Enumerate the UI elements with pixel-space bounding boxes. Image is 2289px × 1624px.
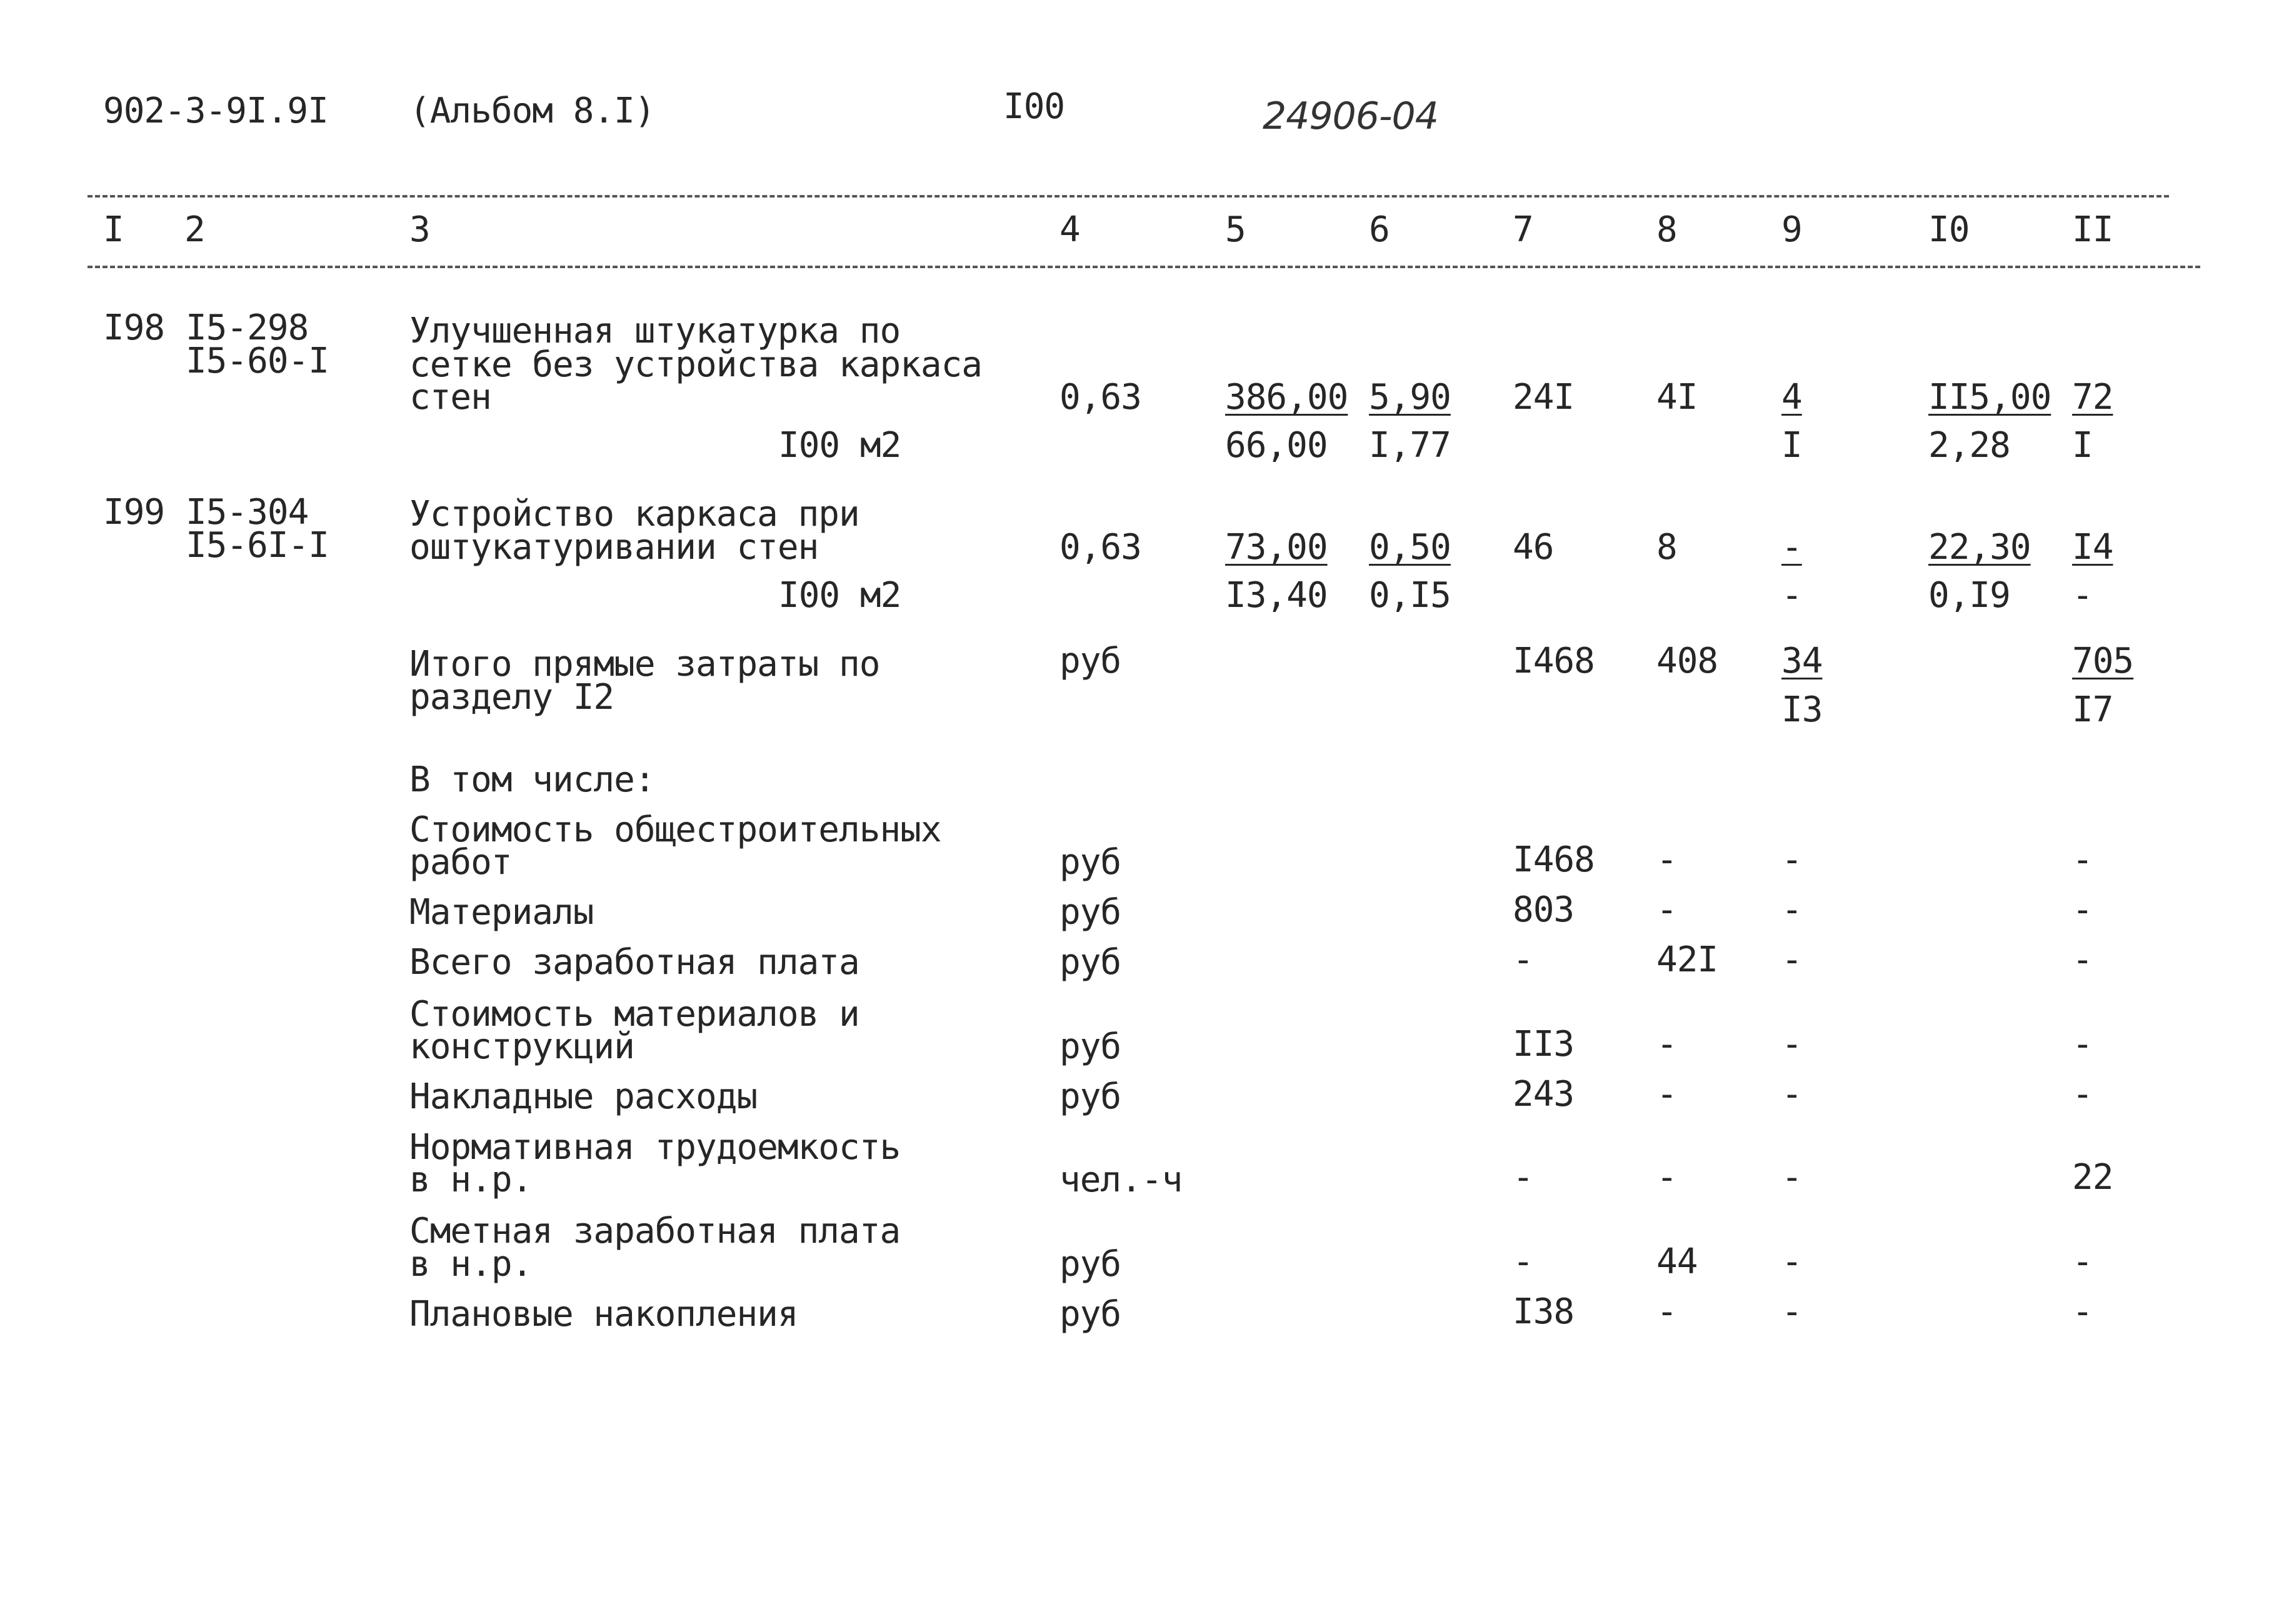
labor-total: 705 bbox=[2072, 641, 2134, 681]
breakdown-description-line: работ bbox=[409, 842, 512, 883]
breakdown-machines: - bbox=[1781, 1157, 1802, 1198]
column-header-7: 7 bbox=[1513, 209, 1533, 250]
item-number: I98 bbox=[103, 308, 165, 348]
unit-cost-wages: 66,00 bbox=[1225, 425, 1328, 466]
breakdown-unit: руб bbox=[1059, 1026, 1121, 1067]
breakdown-cost: 803 bbox=[1513, 890, 1575, 930]
breakdown-cost: 243 bbox=[1513, 1074, 1575, 1115]
breakdown-labor: - bbox=[2072, 940, 2093, 980]
breakdown-wages: - bbox=[1656, 890, 1677, 930]
breakdown-wages: - bbox=[1656, 1291, 1677, 1332]
breakdown-description-line: Всего заработная плата bbox=[409, 942, 859, 983]
breakdown-machines: - bbox=[1781, 1291, 1802, 1332]
labor-machinists-total: I7 bbox=[2072, 689, 2113, 730]
column-header-2: 2 bbox=[184, 209, 205, 250]
breakdown-description-line: конструкций bbox=[409, 1026, 634, 1067]
breakdown-description-line: в н.р. bbox=[409, 1244, 533, 1285]
breakdown-description-line: Нормативная трудоемкость bbox=[409, 1127, 901, 1168]
unit-cost-total: 386,00 bbox=[1225, 377, 1348, 418]
breakdown-description-line: Стоимость материалов и bbox=[409, 994, 859, 1035]
item-code: I5-304 bbox=[186, 492, 309, 533]
breakdown-cost: I468 bbox=[1513, 840, 1595, 880]
header-top-divider bbox=[88, 195, 2169, 198]
total-unit: руб bbox=[1059, 641, 1121, 681]
breakdown-unit: руб bbox=[1059, 1244, 1121, 1285]
breakdown-wages: - bbox=[1656, 840, 1677, 880]
item-description-line: сетке без устройства каркаса bbox=[409, 344, 983, 385]
total-machines: - bbox=[1781, 527, 1802, 568]
document-code: 902-3-9I.9I bbox=[103, 91, 328, 131]
breakdown-wages: 42I bbox=[1656, 940, 1718, 980]
item-description-line: Улучшенная штукатурка по bbox=[409, 311, 901, 351]
breakdown-labor: - bbox=[2072, 1241, 2093, 1282]
breakdown-description-line: Накладные расходы bbox=[409, 1076, 758, 1117]
column-header-10: I0 bbox=[1928, 209, 1970, 250]
total-wages: 408 bbox=[1656, 641, 1718, 681]
unit-cost-machine-wages: I,77 bbox=[1369, 425, 1451, 466]
breakdown-unit: руб bbox=[1059, 1294, 1121, 1335]
column-header-1: I bbox=[103, 209, 124, 250]
breakdown-description-line: Материалы bbox=[409, 892, 594, 933]
total-description-line: Итого прямые затраты по bbox=[409, 644, 880, 684]
handwritten-number: 24906-04 bbox=[1263, 94, 1438, 138]
labor-total: I4 bbox=[2072, 527, 2113, 568]
item-unit: I00 м2 bbox=[778, 425, 901, 466]
item-description-line: стен bbox=[409, 377, 491, 418]
breakdown-wages: - bbox=[1656, 1024, 1677, 1065]
item-description-line: Устройство каркаса при bbox=[409, 494, 859, 534]
total-cost: 24I bbox=[1513, 377, 1575, 418]
item-quantity: 0,63 bbox=[1059, 377, 1141, 418]
breakdown-unit: руб bbox=[1059, 842, 1121, 883]
labor-per-unit: II5,00 bbox=[1928, 377, 2051, 418]
breakdown-description-line: Стоимость общестроительных bbox=[409, 809, 941, 850]
album-label: (Альбом 8.I) bbox=[409, 91, 655, 131]
column-header-4: 4 bbox=[1059, 209, 1080, 250]
total-machines: 4 bbox=[1781, 377, 1802, 418]
breakdown-cost: - bbox=[1513, 940, 1533, 980]
item-unit: I00 м2 bbox=[778, 575, 901, 616]
unit-cost-machine-wages: 0,I5 bbox=[1369, 575, 1451, 616]
item-code: I5-298 bbox=[186, 308, 309, 348]
breakdown-machines: - bbox=[1781, 840, 1802, 880]
unit-cost-total: 73,00 bbox=[1225, 527, 1328, 568]
breakdown-description-line: в н.р. bbox=[409, 1160, 533, 1200]
breakdown-unit: руб bbox=[1059, 892, 1121, 933]
labor-machinists-total: I bbox=[2072, 425, 2093, 466]
breakdown-wages: 44 bbox=[1656, 1241, 1698, 1282]
breakdown-description-line: Сметная заработная плата bbox=[409, 1211, 901, 1251]
unit-cost-machines: 0,50 bbox=[1369, 527, 1451, 568]
item-quantity: 0,63 bbox=[1059, 527, 1141, 568]
unit-cost-wages: I3,40 bbox=[1225, 575, 1328, 616]
breakdown-labor: - bbox=[2072, 840, 2093, 880]
total-cost: 46 bbox=[1513, 527, 1554, 568]
breakdown-labor: - bbox=[2072, 1024, 2093, 1065]
column-header-9: 9 bbox=[1781, 209, 1802, 250]
column-header-3: 3 bbox=[409, 209, 430, 250]
breakdown-machines: - bbox=[1781, 890, 1802, 930]
header-bottom-divider bbox=[88, 266, 2200, 268]
item-description-line: оштукатуривании стен bbox=[409, 527, 819, 568]
total-cost: I468 bbox=[1513, 641, 1595, 681]
total-machines: 34 bbox=[1781, 641, 1823, 681]
column-header-8: 8 bbox=[1656, 209, 1677, 250]
breakdown-wages: - bbox=[1656, 1157, 1677, 1198]
unit-cost-machines: 5,90 bbox=[1369, 377, 1451, 418]
breakdown-labor: - bbox=[2072, 890, 2093, 930]
breakdown-cost: - bbox=[1513, 1157, 1533, 1198]
breakdown-cost: I38 bbox=[1513, 1291, 1575, 1332]
labor-total: 72 bbox=[2072, 377, 2113, 418]
breakdown-labor: - bbox=[2072, 1074, 2093, 1115]
breakdown-description-line: Плановые накопления bbox=[409, 1294, 798, 1335]
total-machine-wages: I3 bbox=[1781, 689, 1823, 730]
breakdown-unit: руб bbox=[1059, 1076, 1121, 1117]
page-number: I00 bbox=[1003, 86, 1065, 127]
total-machine-wages: I bbox=[1781, 425, 1802, 466]
including-label: В том числе: bbox=[409, 759, 655, 800]
breakdown-machines: - bbox=[1781, 1074, 1802, 1115]
breakdown-machines: - bbox=[1781, 1024, 1802, 1065]
total-description-line: разделу I2 bbox=[409, 677, 614, 718]
breakdown-unit: чел.-ч bbox=[1059, 1160, 1183, 1200]
breakdown-unit: руб bbox=[1059, 942, 1121, 983]
breakdown-cost: - bbox=[1513, 1241, 1533, 1282]
item-code: I5-6I-I bbox=[186, 525, 329, 566]
item-number: I99 bbox=[103, 492, 165, 533]
labor-machinists-per-unit: 0,I9 bbox=[1928, 575, 2010, 616]
breakdown-cost: II3 bbox=[1513, 1024, 1575, 1065]
item-code: I5-60-I bbox=[186, 341, 329, 381]
breakdown-machines: - bbox=[1781, 940, 1802, 980]
column-header-6: 6 bbox=[1369, 209, 1390, 250]
total-machine-wages: - bbox=[1781, 575, 1802, 616]
breakdown-machines: - bbox=[1781, 1241, 1802, 1282]
column-header-11: II bbox=[2072, 209, 2113, 250]
labor-machinists-per-unit: 2,28 bbox=[1928, 425, 2010, 466]
labor-per-unit: 22,30 bbox=[1928, 527, 2031, 568]
total-wages: 4I bbox=[1656, 377, 1698, 418]
breakdown-labor: - bbox=[2072, 1291, 2093, 1332]
total-wages: 8 bbox=[1656, 527, 1677, 568]
labor-machinists-total: - bbox=[2072, 575, 2093, 616]
column-header-5: 5 bbox=[1225, 209, 1246, 250]
breakdown-labor: 22 bbox=[2072, 1157, 2113, 1198]
breakdown-wages: - bbox=[1656, 1074, 1677, 1115]
